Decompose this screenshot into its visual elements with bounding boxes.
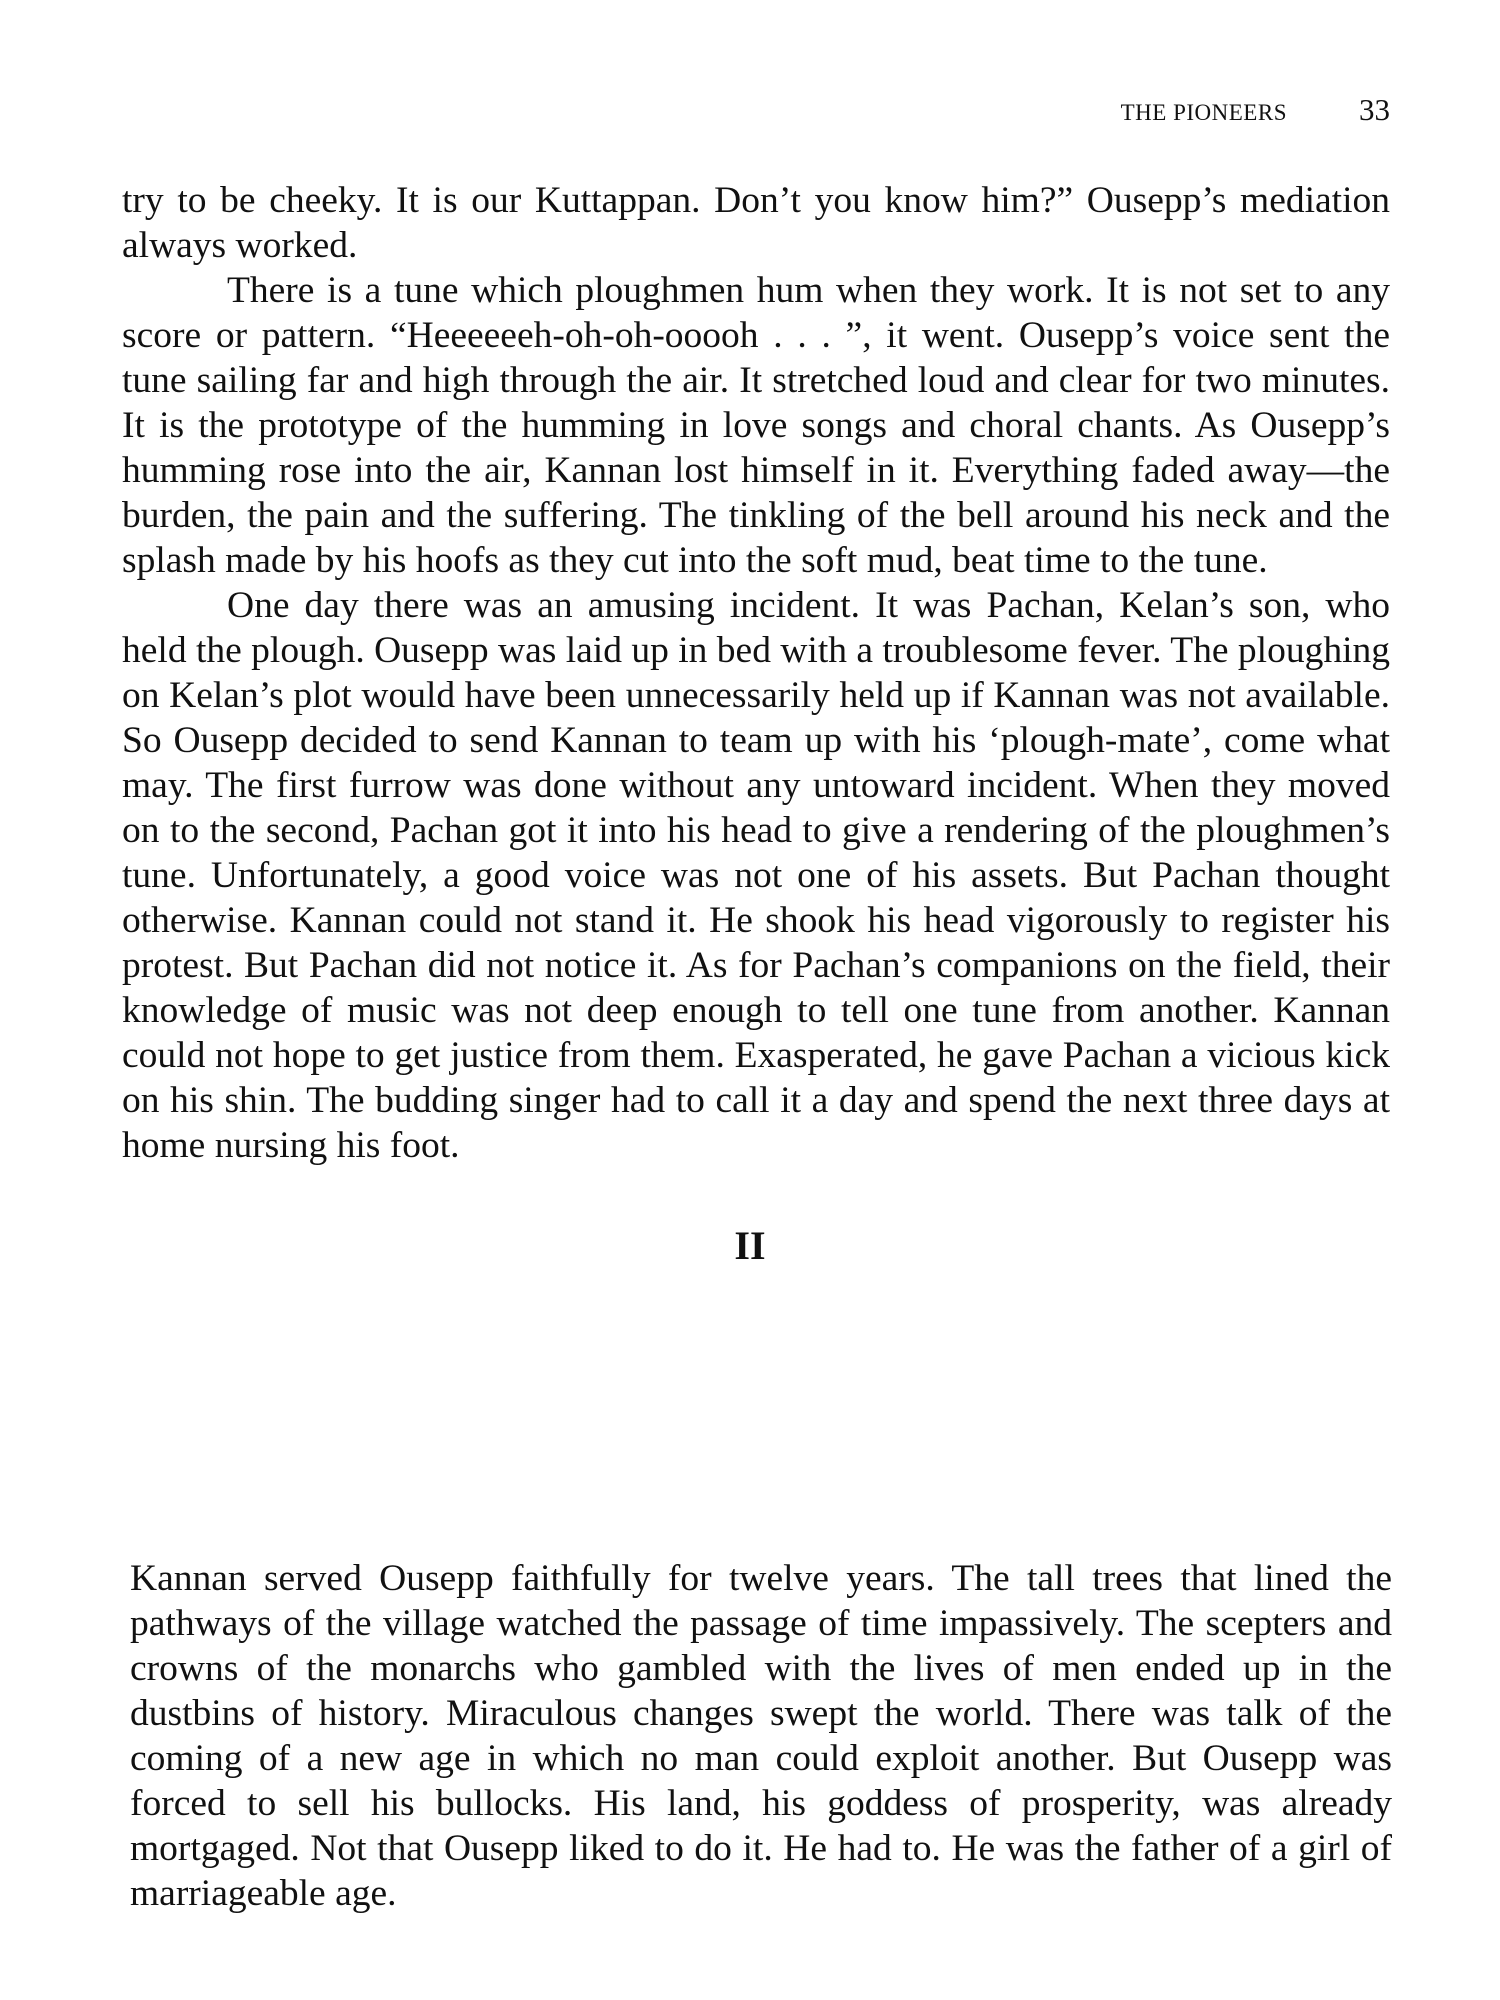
paragraph-kannan-served: Kannan served Ousepp faithfully for twelve years. The tall trees that lined the pathways of the village watched the passage of time impassively. The scepters and crowns of the monarchs who gambled with the lives of men ended up in the dustbins of history. Miraculous changes swept the world. There was talk of the coming of a new age in which no man could exploit another. But Ousepp was forced to sell his bullocks. His land, his goddess of prosperity, was already mortgaged. Not that Ousepp liked to do it. He had to. He was the father of a girl of marriageable age. [130,1558,1392,1914]
section-heading: II [734,1223,766,1268]
running-title: THE PIONEERS [1120,100,1287,125]
body-text-section-1 [122,178,1390,1168]
paragraph-ploughmen-tune: There is a tune which ploughmen hum when they work. It is not set to any score or pattern. “Heeeeeeh-oh-oh-ooooh . . . ”, it went. Ousepp’s voice sent the tune sailing far and high through the air. It stretched loud and clear for two minutes. It is the prototype of the humming in love songs and choral chants. As Ousepp’s humming rose into the air, Kannan lost himself in it. Everything faded away—the burden, the pain and the suffering. The tinkling of the bell around his neck and the splash made by his hoofs as they cut into the soft mud, beat time to the tune. [122,270,1390,581]
paragraph-continuation: try to be cheeky. It is our Kuttappan. Don’t you know him?” Ousepp’s mediation always worked. [122,180,1390,266]
paragraph-amusing-incident: One day there was an amusing incident. It was Pachan, Kelan’s son, who held the plough. Ousepp was laid up in bed with a troublesome fever. The ploughing on Kelan’s plot would have been unnecessarily held up if Kannan was not available. So Ousepp decided to send Kannan to team up with his ‘plough-mate’, come what may. The first furrow was done without any untoward incident. When they moved on to the second, Pachan got it into his head to give a rendering of the ploughmen’s tune. Unfortunately, a good voice was not one of his assets. But Pachan thought otherwise. Kannan could not stand it. He shook his head vigorously to register his protest. But Pachan did not notice it. As for Pachan’s companions on the field, their knowledge of music was not deep enough to tell one tune from another. Kannan could not hope to get justice from them. Exasperated, he gave Pachan a vicious kick on his shin. The budding singer had to call it a day and spend the next three days at home nursing his foot. [122,585,1390,1166]
page-number: 33 [1359,92,1390,127]
body-text-section-2 [130,1556,1392,1916]
running-head [1000,92,1390,132]
